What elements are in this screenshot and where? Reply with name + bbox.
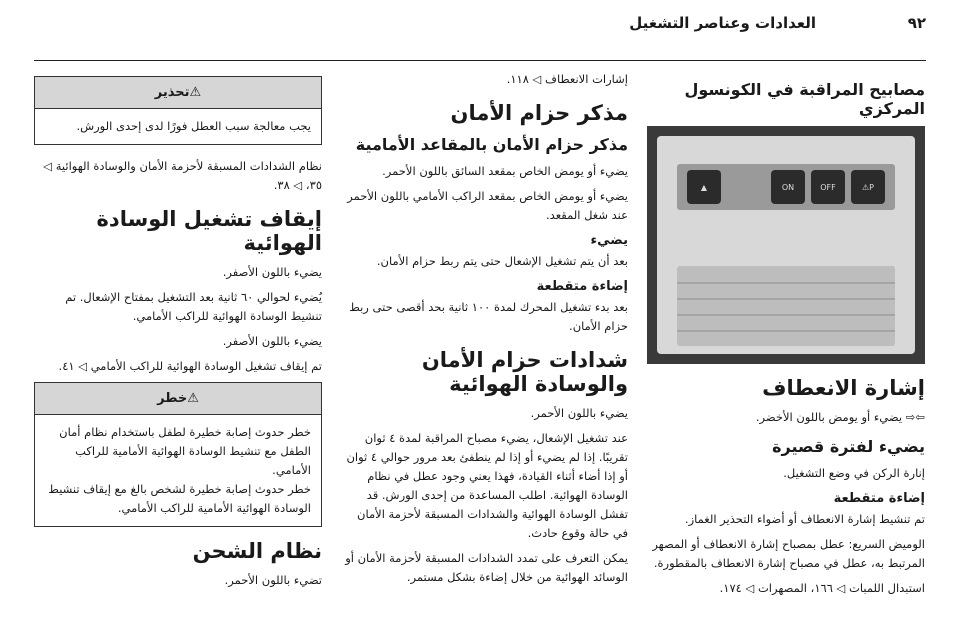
danger-text-2: خطر حدوث إصابة خطيرة لشخص بالغ مع إيقاف تنشيط الوسادة الهوائية الأمامية للراكب الأمامي. — [48, 482, 311, 515]
on-button: ON — [771, 170, 805, 204]
off-button: OFF — [811, 170, 845, 204]
lit-text: بعد أن يتم تشغيل الإشعال حتى يتم ربط حزام الأمان. — [376, 254, 628, 268]
airbag-off-text-4: تم إيقاف تشغيل الوسادة الهوائية للراكب الأمامي ◁ ٤١. — [58, 359, 322, 373]
hazard-button: ▲ — [687, 170, 721, 204]
page-header — [34, 0, 926, 40]
section-heading: مصابيح المراقبة في الكونسول المركزي — [684, 80, 925, 118]
warning-title: ⚠تحذير — [35, 77, 321, 109]
front-seats-text-1: يضيء أو يومض الخاص بمقعد السائق باللون الأحمر. — [382, 164, 628, 178]
charging-text: تضيء باللون الأحمر. — [224, 573, 322, 587]
airbag-off-text-1: يضيء باللون الأصفر. — [222, 265, 322, 279]
front-seats-heading: مذكر حزام الأمان بالمقاعد الأمامية — [355, 135, 628, 154]
airbag-reference: نظام الشدادات المسبقة لأحزمة الأمان والوسادة الهوائية ◁ ٣٥، ◁ ٣٨. — [43, 159, 322, 192]
page-number: ٩٢ — [907, 14, 926, 32]
short-lit-heading: يضيء لفترة قصيرة — [772, 437, 925, 456]
airbag-off-text-3: يضيء باللون الأصفر. — [222, 334, 322, 348]
pretensioner-text-1: يضيء باللون الأحمر. — [530, 406, 628, 420]
danger-text-1: خطر حدوث إصابة خطيرة لطفل باستخدام نظام أمان الطفل مع تنشيط الوسادة الهوائية الأمامية للراكب الأمامي. — [59, 425, 311, 477]
column-left — [34, 70, 322, 596]
pretensioner-text-3: يمكن التعرف على تمدد الشدادات المسبقة لأحزمة الأمان أو الوسائد الهوائية من خلال إضاءة بشكل مستمر. — [345, 551, 628, 584]
pretensioner-text-2: عند تشغيل الإشعال، يضيء مصباح المراقبة لمدة ٤ ثوان تقريبًا. إذا لم يضيء أو إذا لم ينطفئ بعد مرور حوالي ٤ ثوان أو إذا أضاء أثناء القيادة، فهذا يعني وجود عطل في نظام الوسادة الهوائية. اطلب المساعدة من إحدى الورش. قد تفشل الوسادة الهوائية والشدادات المسبقة لأحزمة الأمان في حالة وقوع حادث. — [346, 431, 628, 540]
console-figure — [647, 126, 925, 364]
danger-title: ⚠خطر — [35, 383, 321, 415]
column-right — [647, 70, 925, 604]
turn-signal-heading: إشارة الانعطاف — [762, 376, 925, 400]
pretensioner-heading: شدادات حزام الأمان والوسادة الهوائية — [421, 348, 628, 396]
parking-button: P⚠ — [851, 170, 885, 204]
front-seats-text-2: يضيء أو يومض الخاص بمقعد الراكب الأمامي باللون الأحمر عند شغل المقعد. — [347, 189, 628, 222]
column-middle — [340, 70, 628, 593]
page-title: العدادات وعناصر التشغيل — [629, 14, 816, 32]
flashing-text-2: الوميض السريع: عطل بمصباح إشارة الانعطاف أو المصهر المرتبط به، عطل في مصباح إشارة الانعطاف بالمقطورة. — [652, 537, 925, 570]
short-lit-text: إنارة الركن في وضع التشغيل. — [783, 466, 925, 480]
turn-reference: إشارات الانعطاف ◁ ١١٨. — [506, 72, 628, 86]
flashing-text: بعد بدء تشغيل المحرك لمدة ١٠٠ ثانية بحد أقصى حتى ربط حزام الأمان. — [349, 300, 628, 333]
flashing-heading: إضاءة متقطعة — [833, 491, 925, 506]
seatbelt-reminder-heading: مذكر حزام الأمان — [450, 101, 628, 125]
warning-box — [34, 76, 322, 145]
airbag-off-text-2: يُضيء لحوالي ٦٠ ثانية بعد التشغيل بمفتاح الإشعال. تم تنشيط الوسادة الهوائية للراكب الأمامي. — [65, 290, 322, 323]
charging-heading: نظام الشحن — [192, 539, 322, 563]
airbag-off-heading: إيقاف تشغيل الوسادة الهوائية — [96, 207, 322, 255]
flashing-heading: إضاءة متقطعة — [536, 279, 628, 294]
lit-heading: يضيء — [590, 233, 628, 248]
turn-signal-text: ⇦⇨ يضيء أو يومض باللون الأخضر. — [755, 410, 925, 424]
air-vent — [677, 266, 895, 346]
danger-box — [34, 382, 322, 527]
flashing-text-1: تم تنشيط إشارة الانعطاف أو أضواء التحذير الغماز. — [684, 512, 925, 526]
warning-text: يجب معالجة سبب العطل فورًا لدى إحدى الورش. — [76, 119, 311, 133]
header-rule — [34, 60, 926, 61]
flashing-text-3: استبدال اللمبات ◁ ١٦٦، المصهرات ◁ ١٧٤. — [719, 581, 925, 595]
